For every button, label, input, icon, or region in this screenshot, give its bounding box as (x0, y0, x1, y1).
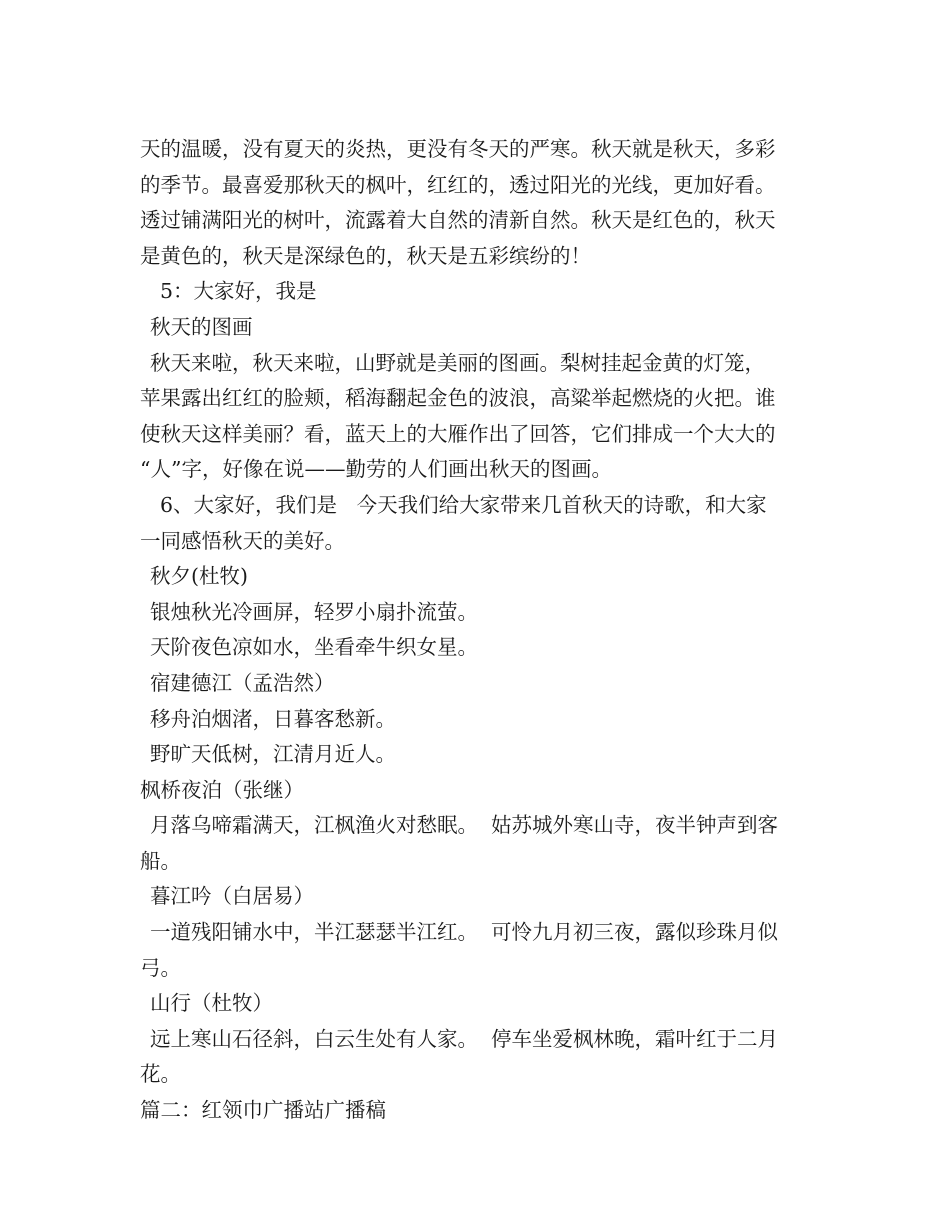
poem-title: 宿建德江（孟浩然） (150, 670, 335, 695)
paragraph-line: 是黄色的，秋天是深绿色的，秋天是五彩缤纷的！ (140, 243, 591, 268)
poem-line: 远上寒山石径斜，白云生处有人家。 停车坐爱枫林晚，霜叶红于二月 (150, 1026, 779, 1051)
poem-line: 野旷天低树，江清月近人。 (150, 742, 396, 767)
paragraph-line: 透过铺满阳光的树叶，流露着大自然的清新自然。秋天是红色的，秋天 (140, 208, 776, 233)
document-page (140, 132, 820, 1129)
poem-title: 山行（杜牧） (150, 991, 273, 1016)
paragraph-line: 苹果露出红红的脸颊，稻海翻起金色的波浪，高粱举起燃烧的火把。谁 (140, 386, 776, 411)
poem-title: 秋夕(杜牧) (150, 564, 248, 589)
section-title: 秋天的图画 (150, 314, 253, 339)
paragraph-line: “人”字，好像在说——勤劳的人们画出秋天的图画。 (140, 457, 612, 482)
poem-line: 花。 (140, 1062, 181, 1087)
paragraph-line: 一同感悟秋天的美好。 (140, 528, 345, 553)
paragraph-line: 秋天来啦，秋天来啦，山野就是美丽的图画。梨树挂起金黄的灯笼， (150, 350, 765, 375)
speaker-6-line: 6、大家好，我们是 今天我们给大家带来几首秋天的诗歌，和大家 (160, 492, 767, 517)
paragraph-line: 天的温暖，没有夏天的炎热，更没有冬天的严寒。秋天就是秋天，多彩 (140, 137, 776, 161)
paragraph-line: 使秋天这样美丽？看，蓝天上的大雁作出了回答，它们排成一个大大的 (140, 421, 776, 446)
poem-line: 船。 (140, 848, 181, 873)
chapter-heading: 篇二：红领巾广播站广播稿 (140, 1098, 386, 1123)
poem-line: 银烛秋光冷画屏，轻罗小扇扑流萤。 (150, 599, 478, 624)
speaker-5-line: 5：大家好，我是 (160, 279, 317, 304)
poem-line: 移舟泊烟渚，日暮客愁新。 (150, 706, 396, 731)
poem-line: 天阶夜色凉如水，坐看牵牛织女星。 (150, 635, 478, 660)
poem-line: 月落乌啼霜满天，江枫渔火对愁眠。 姑苏城外寒山寺，夜半钟声到客 (150, 813, 779, 838)
paragraph-line: 的季节。最喜爱那秋天的枫叶，红红的，透过阳光的光线，更加好看。 (140, 172, 776, 197)
poem-line: 一道残阳铺水中，半江瑟瑟半江红。 可怜九月初三夜，露似珍珠月似 (150, 920, 779, 945)
poem-title: 暮江吟（白居易） (150, 884, 314, 909)
poem-line: 弓。 (140, 955, 181, 980)
poem-title: 枫桥夜泊（张继） (140, 777, 304, 802)
